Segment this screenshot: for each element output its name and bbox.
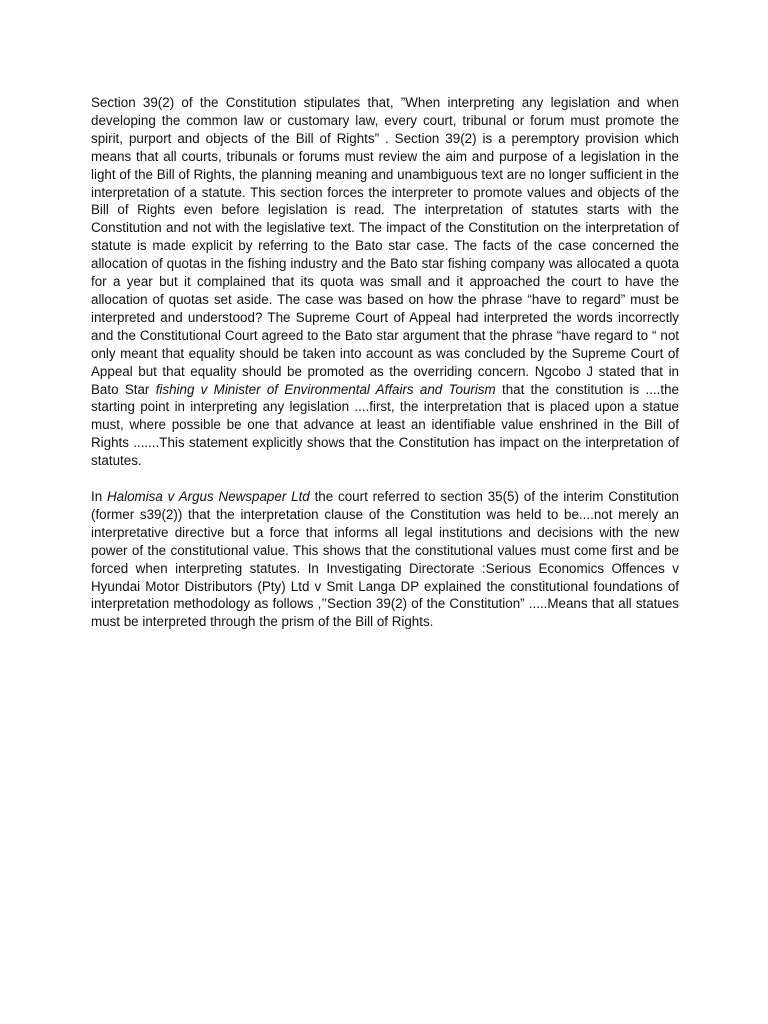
case-name-halomisa: Halomisa v Argus Newspaper Ltd xyxy=(107,489,310,505)
paragraph-halomisa xyxy=(91,488,679,631)
paragraph-2-text: the court referred to section 35(5) of the interim Constitution (former s39(2)) that the interpretation clause of the Constitution was held to be....not merely an interpretative directive but a force that informs all legal institutions and decisions with the new power of the constitutional value. This shows that the constitutional values must come first and be forced when interpreting statutes. In Investigating Directorate :Serious Economics Offences v Hyundai Motor Distributors (Pty) Ltd v Smit Langa DP explained the constitutional foundations of interpretation methodology as follows ,’’Section 39(2) of the Constitution” .....Means that all statues must be interpreted through the prism of the Bill of Rights. xyxy=(91,489,679,630)
paragraph-1-text-continued: that the constitution is ....the starting point in interpreting any legislation ....first, the interpretation that is placed upon a statue must, where possible be one that advance at least an identifiable value enshrined in the Bill of Rights .......This statement explicitly shows that the Constitution has impact on the interpretation of statutes. xyxy=(91,381,679,469)
paragraph-2-intro: In xyxy=(91,489,108,505)
paragraph-1-text: Section 39(2) of the Constitution stipulates that, ”When interpreting any legislation and when developing the common law or customary law, every court, tribunal or forum must promote the spirit, purport and objects of the Bill of Rights” . Section 39(2) is a peremptory provision which means that all courts, tribunals or forums must review the aim and purpose of a legislation in the light of the Bill of Rights, the planning meaning and unambiguous text are no longer sufficient in the interpretation of a statute. This section forces the interpreter to promote values and objects of the Bill of Rights even before legislation is read. The interpretation of statutes starts with the Constitution and not with the legislative text. The impact of the Constitution on the interpretation of statute is made explicit by referring to the Bato star case. The facts of the case concerned the allocation of quotas in the fishing industry and the Bato star fishing company was allocated a quota for a year but it complained that its quota was small and it approached the court to have the allocation of quotas set aside. The case was based on how the phrase “have to regard” must be interpreted and understood? The Supreme Court of Appeal had interpreted the words incorrectly and the Constitutional Court agreed to the Bato star argument that the phrase “have regard to “ not only meant that equality should be taken into account as was concluded by the Supreme Court of Appeal but that equality should be promoted as the overriding concern. Ngcobo J stated that in Bato Star xyxy=(91,95,679,397)
paragraph-section-39-2 xyxy=(91,94,679,470)
case-name-bato-star: fishing v Minister of Environmental Affairs and Tourism xyxy=(155,381,496,397)
document-page xyxy=(91,94,679,631)
